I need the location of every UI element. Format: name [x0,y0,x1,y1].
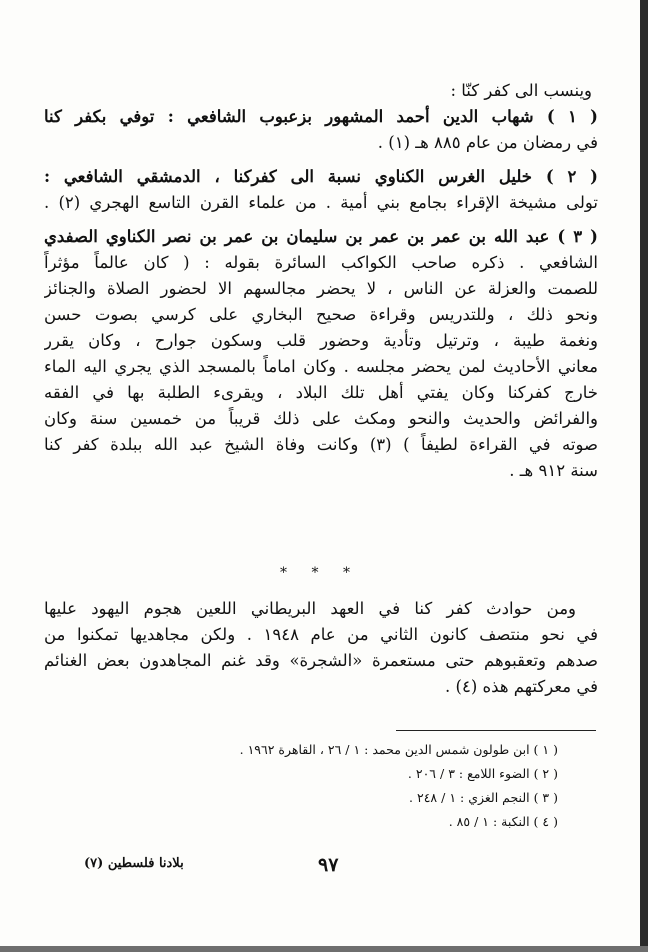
footnote: ( ٢ ) الضوء اللامع : ٣ / ٢٠٦ . [407,766,558,781]
entry-3-line: صوته في القراءة لطيفاً ) (٣) وكانت وفاة الشيخ عبد الله ببلدة كفر كنا [44,435,598,454]
running-title: بلادنا فلسطين (٧) [84,856,184,871]
entry-3-heading: ( ٣ ) عبد الله بن عمر بن عمر بن سليمان بن عمر بن نصر الكناوي الصفدي [44,227,598,246]
entry-3-line: ونغمة طيبة ، وترتيل وتأدية وحضور قلب وسكون جوارح ، وكان يقرر [44,331,598,350]
paragraph-line: ومن حوادث كفر كنا في العهد البريطاني اللعين هجوم اليهود عليها [44,599,576,618]
page-number: ٩٧ [318,854,339,876]
footnote: ( ١ ) ابن طولون شمس الدين محمد : ١ / ٢٦ ، القاهرة ١٩٦٢ . [239,742,558,757]
footnote-divider [396,730,596,731]
entry-2-text: تولى مشيخة الإقراء بجامع بني أمية . من علماء القرن التاسع الهجري (٢) . [44,193,598,212]
entry-3-line: ونحو ذلك ، وللتدريس وقراءة صحيح البخاري على كرسي بصوت حسن [44,305,598,324]
paragraph-line: صدهم وتعقبوهم حتى مستعمرة «الشجرة» وقد غنم المجاهدون بعض الغنائم [44,651,598,670]
scan-border-bottom [0,946,648,952]
footnotes [240,738,558,834]
entry-3-line: للصمت والعزلة عن الناس ، لا يحضر مجالسهم الا لحضور الصلاة والجنائز [44,279,598,298]
entry-2-heading: ( ٢ ) خليل الغرس الكناوي نسبة الى كفركنا ، الدمشقي الشافعي : [44,167,598,186]
entry-3-line: والفرائض والحديث والنحو ومكث على ذلك قريباً من خمسين سنة وكان [44,409,598,428]
section-separator: * * * [280,565,360,581]
footnote: ( ٤ ) النكبة : ١ / ٨٥ . [448,814,558,829]
entry-3-line: سنة ٩١٢ هـ . [509,461,598,480]
intro-line: وينسب الى كفر كنّا : [450,81,592,100]
footnote: ( ٣ ) النجم الغزي : ١ / ٢٤٨ . [409,790,558,805]
page-footer [0,854,640,880]
entry-3-line: معاني الأحاديث لمن يحضر مجلسه . وكان اماماً بالمسجد الذي يجري اليه الماء [44,357,598,376]
entry-3-line: خارج كفركنا وكان يفتي أهل تلك البلاد ، ويقرىء الطلبة بها في الفقه [44,383,598,402]
scan-border-right [640,0,648,952]
paragraph-2 [44,596,598,700]
entry-1-text: في رمضان من عام ٨٨٥ هـ (١) . [377,133,598,152]
entry-1-heading: ( ١ ) شهاب الدين أحمد المشهور بزعبوب الشافعي : توفي بكفر كنا [44,107,598,126]
paragraph-line: في نحو منتصف كانون الثاني من عام ١٩٤٨ . ولكن مجاهديها تمكنوا من [44,625,598,644]
paragraph-line: في معركتهم هذه (٤) . [445,677,598,696]
main-text [44,78,598,484]
entry-3-line: الشافعي . ذكره صاحب الكواكب السائرة بقوله : ( كان عالماً مؤثراً [44,253,598,272]
